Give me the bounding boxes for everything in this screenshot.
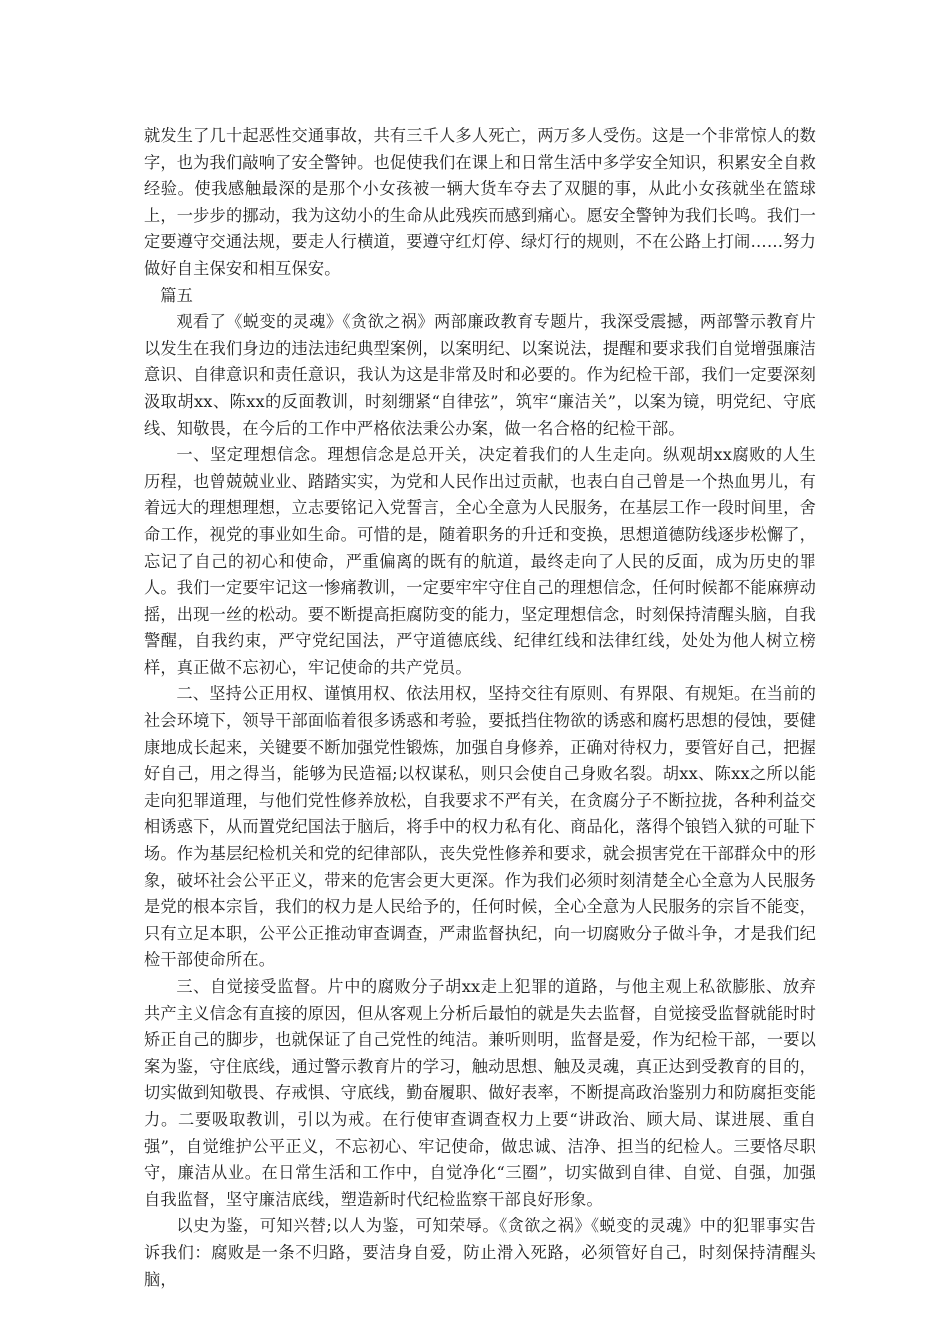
paragraph-point-one: 一、坚定理想信念。理想信念是总开关，决定着我们的人生走向。纵观胡xx腐败的人生历程，也曾兢兢业业、踏踏实实，为党和人民作出过贡献，也表白自己曾是一个热血男儿，有着远大的理想理想，立志要铭记入党誓言，全心全意为人民服务，在基层工作一段时间里，舍命工作，视党的事业如生命。可惜的是，随着职务的升迁和变换，思想道德防线逐步松懈了，忘记了自己的初心和使命，严重偏离的既有的航道，最终走向了人民的反面，成为历史的罪人。我们一定要牢记这一惨痛教训，一定要牢牢守住自己的理想信念，任何时候都不能麻痹动摇，出现一丝的松动。要不断提高拒腐防变的能力，坚定理想信念，时刻保持清醒头脑，自我警醒，自我约束，严守党纪国法，严守道德底线、纪律红线和法律红线，处处为他人树立榜样，真正做不忘初心，牢记使命的共产党员。 [144,445,816,677]
paragraph-point-two: 二、坚持公正用权、谨慎用权、依法用权，坚持交往有原则、有界限、有规矩。在当前的社会环境下，领导干部面临着很多诱惑和考验，要抵挡住物欲的诱惑和腐朽思想的侵蚀，要健康地成长起来，关键要不断加强党性锻炼，加强自身修养，正确对待权力，要管好自己，把握好自己，用之得当，能够为民造福;以权谋私，则只会使自己身败名裂。胡xx、陈xx之所以能走向犯罪道理，与他们党性修养放松，自我要求不严有关，在贪腐分子不断拉拢，各种利益交相诱惑下，从而置党纪国法于脑后，将手中的权力私有化、商品化，落得个锒铛入狱的可耻下场。作为基层纪检机关和党的纪律部队，丧失党性修养和要求，就会损害党在干部群众中的形象，破坏社会公平正义，带来的危害会更大更深。作为我们必须时刻清楚全心全意为人民服务是党的根本宗旨，我们的权力是人民给予的，任何时候，全心全意为人民服务的宗旨不能变，只有立足本职，公平公正推动审查调查，严肃监督执纪，向一切腐败分子做斗争，才是我们纪检干部使命所在。 [144,684,816,970]
paragraph-intro: 观看了《蜕变的灵魂》《贪欲之祸》两部廉政教育专题片，我深受震撼，两部警示教育片以发生在我们身边的违法违纪典型案例，以案明纪、以案说法，提醒和要求我们自觉增强廉洁意识、自律意识和责任意识，我认为这是非常及时和必要的。作为纪检干部，我们一定要深刻汲取胡xx、陈xx的反面教训，时刻绷紧“自律弦”，筑牢“廉洁关”，以案为镜，明党纪、守底线、知敬畏，在今后的工作中严格依法秉公办案，做一名合格的纪检干部。 [144,312,816,438]
paragraph-point-three: 三、自觉接受监督。片中的腐败分子胡xx走上犯罪的道路，与他主观上私欲膨胀、放弃共产主义信念有直接的原因，但从客观上分析后最怕的就是失去监督，自觉接受监督就能时时矫正自己的脚步，也就保证了自己党性的纯洁。兼听则明，监督是爱，作为纪检干部，一要以案为鉴，守住底线，通过警示教育片的学习，触动思想、触及灵魂，真正达到受教育的目的，切实做到知敬畏、存戒惧、守底线，勤奋履职、做好表率，不断提高政治鉴别力和防腐拒变能力。二要吸取教训，引以为戒。在行使审查调查权力上要“讲政治、顾大局、谋进展、重自强”，自觉维护公平正义，不忘初心、牢记使命，做忠诚、洁净、担当的纪检人。三要恪尽职守，廉洁从业。在日常生活和工作中，自觉净化“三圈”，切实做到自律、自觉、自强，加强自我监督，坚守廉洁底线，塑造新时代纪检监察干部良好形象。 [144,977,816,1209]
paragraph-conclusion: 以史为鉴，可知兴替;以人为鉴，可知荣辱。《贪欲之祸》《蜕变的灵魂》中的犯罪事实告诉我们：腐败是一条不归路，要洁身自爱，防止滑入死路，必须管好自己，时刻保持清醒头脑， [144,1216,816,1289]
document-body [144,123,816,1293]
section-heading: 篇五 [160,285,193,305]
paragraph-continuation: 就发生了几十起恶性交通事故，共有三千人多人死亡，两万多人受伤。这是一个非常惊人的数字，也为我们敲响了安全警钟。也促使我们在课上和日常生活中多学安全知识，积累安全自救经验。使我感触最深的是那个小女孩被一辆大货车夺去了双腿的事，从此小女孩就坐在篮球上，一步步的挪动，我为这幼小的生命从此残疾而感到痛心。愿安全警钟为我们长鸣。我们一定要遵守交通法规，要走人行横道，要遵守红灯停、绿灯行的规则，不在公路上打闹……努力做好自主保安和相互保安。 [144,126,816,278]
